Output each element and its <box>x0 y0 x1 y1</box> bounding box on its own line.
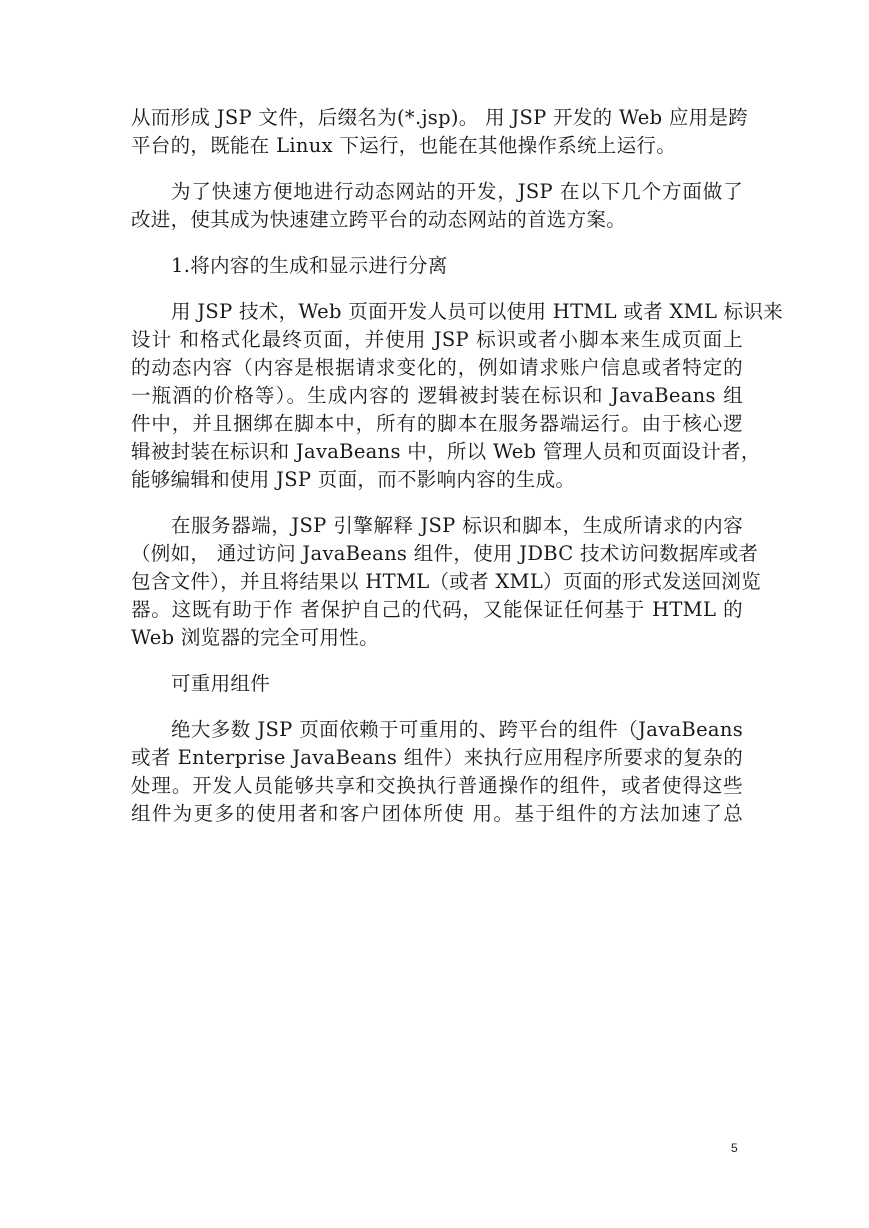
paragraph-p2 <box>131 178 743 234</box>
text-line: Web 浏览器的完全可用性。 <box>131 626 379 649</box>
text-line: 器。这既有助于作 者保护自己的代码，又能保证任何基于 HTML 的 <box>131 598 743 621</box>
text-line: 件中，并且捆绑在脚本中，所有的脚本在服务器端运行。由于核心逻 <box>131 412 743 435</box>
section-heading: 可重用组件 <box>171 672 271 695</box>
text-line: 在服务器端，JSP 引擎解释 JSP 标识和脚本，生成所请求的内容 <box>171 514 743 537</box>
text-line: （例如， 通过访问 JavaBeans 组件，使用 JDBC 技术访问数据库或者 <box>131 542 759 565</box>
paragraph-p5 <box>131 512 761 652</box>
text-line: 能够编辑和使用 JSP 页面，而不影响内容的生成。 <box>131 468 576 491</box>
text-line: 一瓶酒的价格等）。生成内容的 逻辑被封装在标识和 JavaBeans 组 <box>131 384 743 407</box>
paragraph-p1 <box>131 104 749 160</box>
page-number: 5 <box>731 1141 738 1155</box>
text-line: 平台的，既能在 Linux 下运行，也能在其他操作系统上运行。 <box>131 134 676 157</box>
text-line: 辑被封装在标识和 JavaBeans 中，所以 Web 管理人员和页面设计者， <box>131 440 761 463</box>
paragraph-p6 <box>131 670 743 698</box>
section-heading: 1.将内容的生成和显示进行分离 <box>171 254 448 277</box>
text-line: 或者 Enterprise JavaBeans 组件）来执行应用程序所要求的复杂的 <box>131 746 743 769</box>
text-line: 包含文件），并且将结果以 HTML（或者 XML）页面的形式发送回浏览 <box>131 570 761 593</box>
text-line: 从而形成 JSP 文件，后缀名为(*.jsp)。 用 JSP 开发的 Web 应用是跨 <box>131 106 749 129</box>
text-line: 组件为更多的使用者和客户团体所使 用。基于组件的方法加速了总 <box>131 802 743 825</box>
text-line: 的动态内容（内容是根据请求变化的，例如请求账户信息或者特定的 <box>131 356 743 379</box>
text-line: 设计 和格式化最终页面，并使用 JSP 标识或者小脚本来生成页面上 <box>131 328 743 351</box>
text-line: 用 JSP 技术，Web 页面开发人员可以使用 HTML 或者 XML 标识来 <box>171 300 784 323</box>
text-line: 绝大多数 JSP 页面依赖于可重用的、跨平台的组件（JavaBeans <box>171 718 743 741</box>
text-line: 改进，使其成为快速建立跨平台的动态网站的首选方案。 <box>131 208 627 231</box>
paragraph-p7 <box>131 716 743 828</box>
text-line: 为了快速方便地进行动态网站的开发，JSP 在以下几个方面做了 <box>171 180 743 203</box>
paragraph-p4 <box>131 298 784 494</box>
body-text <box>131 104 784 846</box>
paragraph-p3 <box>131 252 743 280</box>
text-line: 处理。开发人员能够共享和交换执行普通操作的组件，或者使得这些 <box>131 774 743 797</box>
